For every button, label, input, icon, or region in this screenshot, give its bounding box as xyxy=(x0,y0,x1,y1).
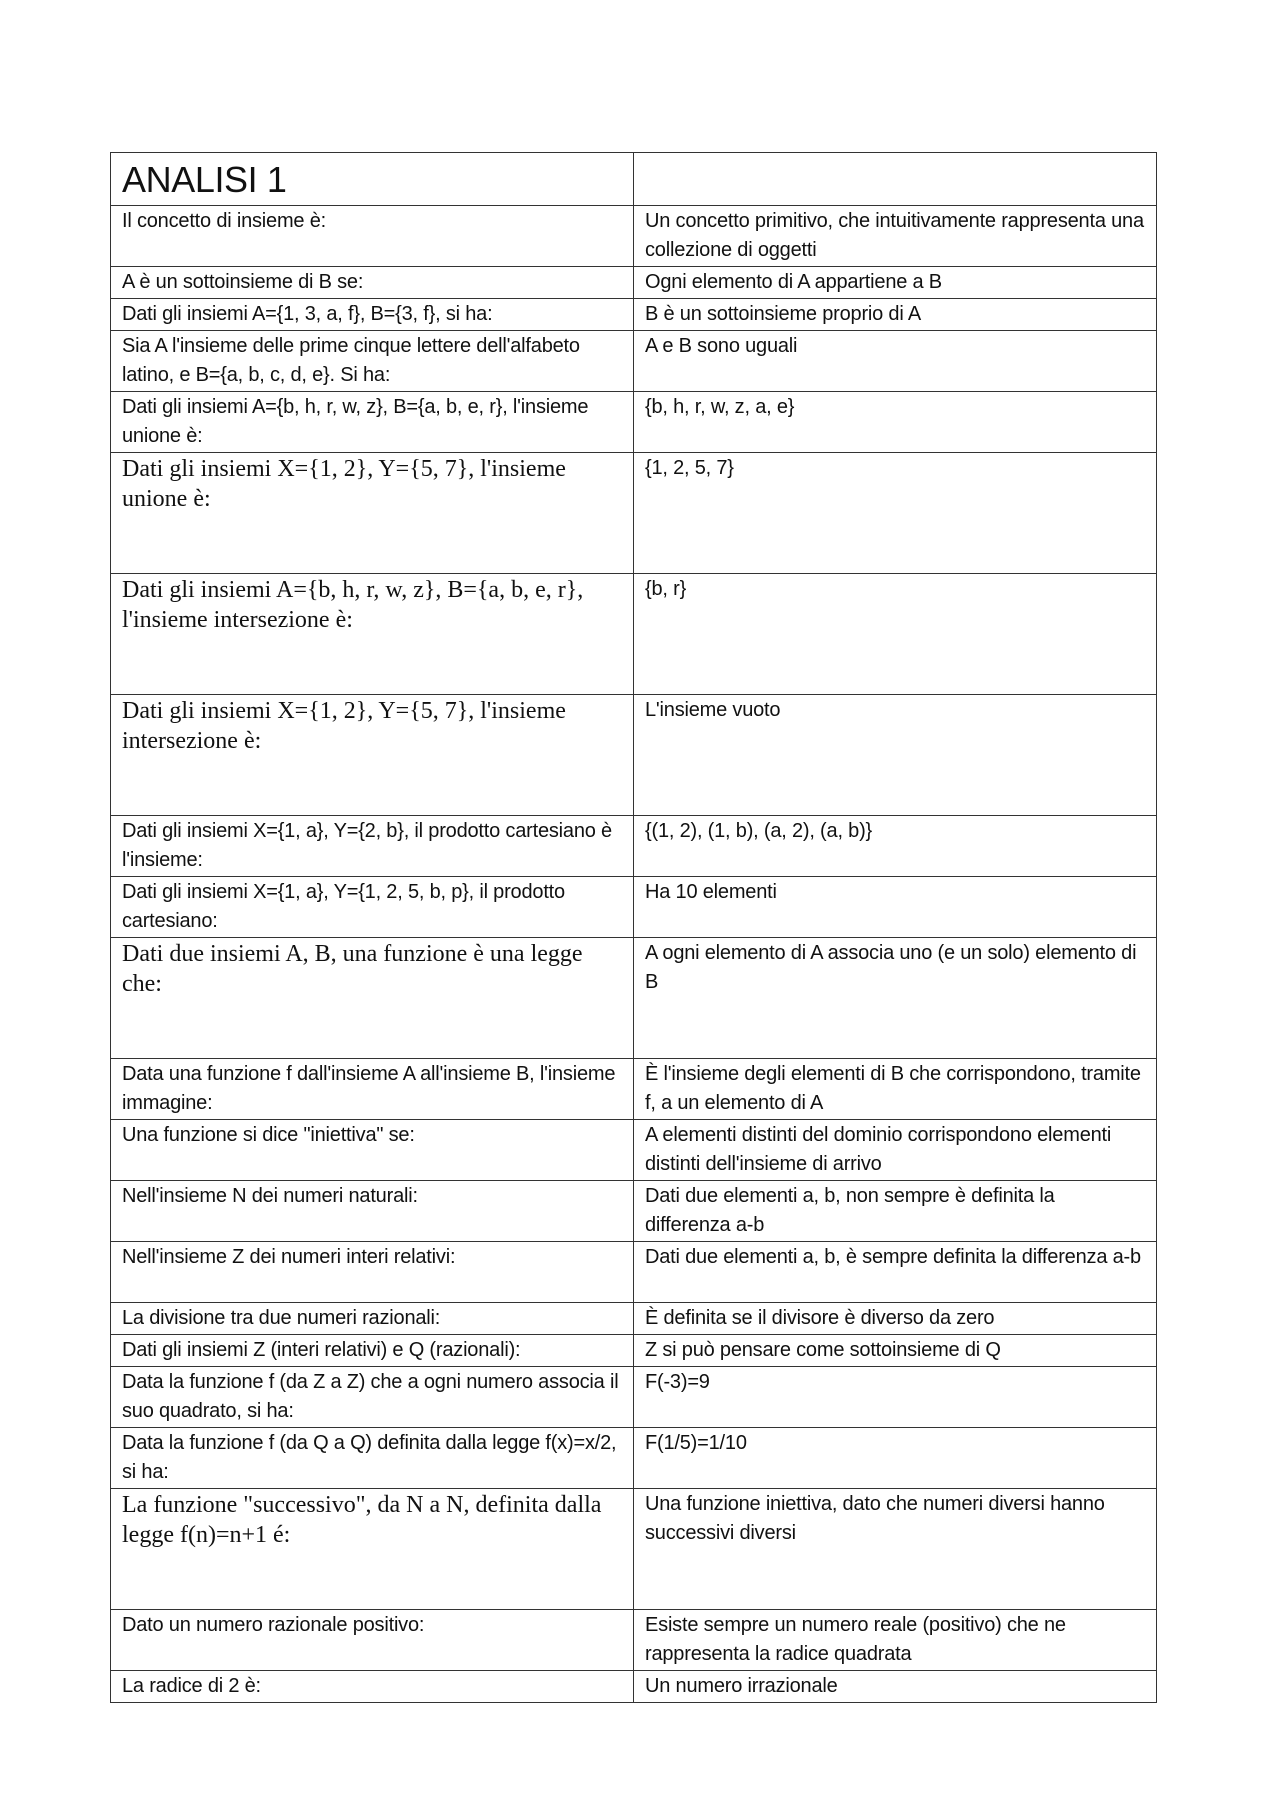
table-row xyxy=(111,1428,1157,1489)
answer-cell: Una funzione iniettiva, dato che numeri diversi hanno successivi diversi xyxy=(634,1489,1157,1610)
table-row xyxy=(111,816,1157,877)
question-cell: Dati gli insiemi Z (interi relativi) e Q (razionali): xyxy=(111,1335,634,1367)
table-row xyxy=(111,1335,1157,1367)
answer-cell: Esiste sempre un numero reale (positivo) che ne rappresenta la radice quadrata xyxy=(634,1610,1157,1671)
table-row xyxy=(111,206,1157,267)
answer-cell: È definita se il divisore è diverso da zero xyxy=(634,1303,1157,1335)
qa-table xyxy=(110,152,1157,1703)
table-row xyxy=(111,1181,1157,1242)
table-row xyxy=(111,877,1157,938)
answer-cell: Dati due elementi a, b, è sempre definita la differenza a-b xyxy=(634,1242,1157,1303)
question-cell: Nell'insieme N dei numeri naturali: xyxy=(111,1181,634,1242)
answer-cell: Un concetto primitivo, che intuitivamente rappresenta una collezione di oggetti xyxy=(634,206,1157,267)
answer-cell: {1, 2, 5, 7} xyxy=(634,453,1157,574)
table-row xyxy=(111,1242,1157,1303)
table-row xyxy=(111,1489,1157,1610)
table-row xyxy=(111,1367,1157,1428)
table-row xyxy=(111,392,1157,453)
question-cell: A è un sottoinsieme di B se: xyxy=(111,267,634,299)
answer-cell: {b, r} xyxy=(634,574,1157,695)
answer-cell: A elementi distinti del dominio corrispondono elementi distinti dell'insieme di arrivo xyxy=(634,1120,1157,1181)
question-cell: Sia A l'insieme delle prime cinque lettere dell'alfabeto latino, e B={a, b, c, d, e}. Si ha: xyxy=(111,331,634,392)
question-cell: Dati gli insiemi A={b, h, r, w, z}, B={a, b, e, r}, l'insieme intersezione è: xyxy=(111,574,634,695)
question-cell: Data la funzione f (da Z a Z) che a ogni numero associa il suo quadrato, si ha: xyxy=(111,1367,634,1428)
table-row xyxy=(111,299,1157,331)
table-row xyxy=(111,695,1157,816)
table-row xyxy=(111,1610,1157,1671)
question-cell: Data una funzione f dall'insieme A all'insieme B, l'insieme immagine: xyxy=(111,1059,634,1120)
question-cell: Una funzione si dice "iniettiva" se: xyxy=(111,1120,634,1181)
table-row xyxy=(111,1059,1157,1120)
table-row xyxy=(111,331,1157,392)
table-row xyxy=(111,1303,1157,1335)
table-row xyxy=(111,938,1157,1059)
table-row xyxy=(111,1120,1157,1181)
answer-cell: L'insieme vuoto xyxy=(634,695,1157,816)
answer-cell: Dati due elementi a, b, non sempre è definita la differenza a-b xyxy=(634,1181,1157,1242)
table-row xyxy=(111,267,1157,299)
answer-cell: {b, h, r, w, z, a, e} xyxy=(634,392,1157,453)
question-cell: Dati gli insiemi X={1, a}, Y={1, 2, 5, b, p}, il prodotto cartesiano: xyxy=(111,877,634,938)
question-cell: Dati gli insiemi A={1, 3, a, f}, B={3, f}, si ha: xyxy=(111,299,634,331)
question-cell: Dati gli insiemi A={b, h, r, w, z}, B={a, b, e, r}, l'insieme unione è: xyxy=(111,392,634,453)
question-cell: Dati gli insiemi X={1, a}, Y={2, b}, il prodotto cartesiano è l'insieme: xyxy=(111,816,634,877)
question-cell: Dato un numero razionale positivo: xyxy=(111,1610,634,1671)
question-cell: La radice di 2 è: xyxy=(111,1671,634,1703)
answer-cell: Ha 10 elementi xyxy=(634,877,1157,938)
table-row xyxy=(111,1671,1157,1703)
answer-cell: F(1/5)=1/10 xyxy=(634,1428,1157,1489)
question-cell: Dati gli insiemi X={1, 2}, Y={5, 7}, l'insieme unione è: xyxy=(111,453,634,574)
title-row xyxy=(111,153,1157,206)
table-row xyxy=(111,574,1157,695)
question-cell: Nell'insieme Z dei numeri interi relativi: xyxy=(111,1242,634,1303)
answer-cell: È l'insieme degli elementi di B che corrispondono, tramite f, a un elemento di A xyxy=(634,1059,1157,1120)
answer-cell: A ogni elemento di A associa uno (e un solo) elemento di B xyxy=(634,938,1157,1059)
question-cell: La funzione "successivo", da N a N, definita dalla legge f(n)=n+1 é: xyxy=(111,1489,634,1610)
answer-cell: A e B sono uguali xyxy=(634,331,1157,392)
answer-cell: Un numero irrazionale xyxy=(634,1671,1157,1703)
answer-cell: {(1, 2), (1, b), (a, 2), (a, b)} xyxy=(634,816,1157,877)
answer-cell: Z si può pensare come sottoinsieme di Q xyxy=(634,1335,1157,1367)
title-empty-cell xyxy=(634,153,1157,206)
answer-cell: Ogni elemento di A appartiene a B xyxy=(634,267,1157,299)
question-cell: Dati gli insiemi X={1, 2}, Y={5, 7}, l'insieme intersezione è: xyxy=(111,695,634,816)
question-cell: Dati due insiemi A, B, una funzione è una legge che: xyxy=(111,938,634,1059)
document-title: ANALISI 1 xyxy=(111,153,634,206)
question-cell: Il concetto di insieme è: xyxy=(111,206,634,267)
question-cell: La divisione tra due numeri razionali: xyxy=(111,1303,634,1335)
table-row xyxy=(111,453,1157,574)
answer-cell: F(-3)=9 xyxy=(634,1367,1157,1428)
answer-cell: B è un sottoinsieme proprio di A xyxy=(634,299,1157,331)
question-cell: Data la funzione f (da Q a Q) definita dalla legge f(x)=x/2, si ha: xyxy=(111,1428,634,1489)
